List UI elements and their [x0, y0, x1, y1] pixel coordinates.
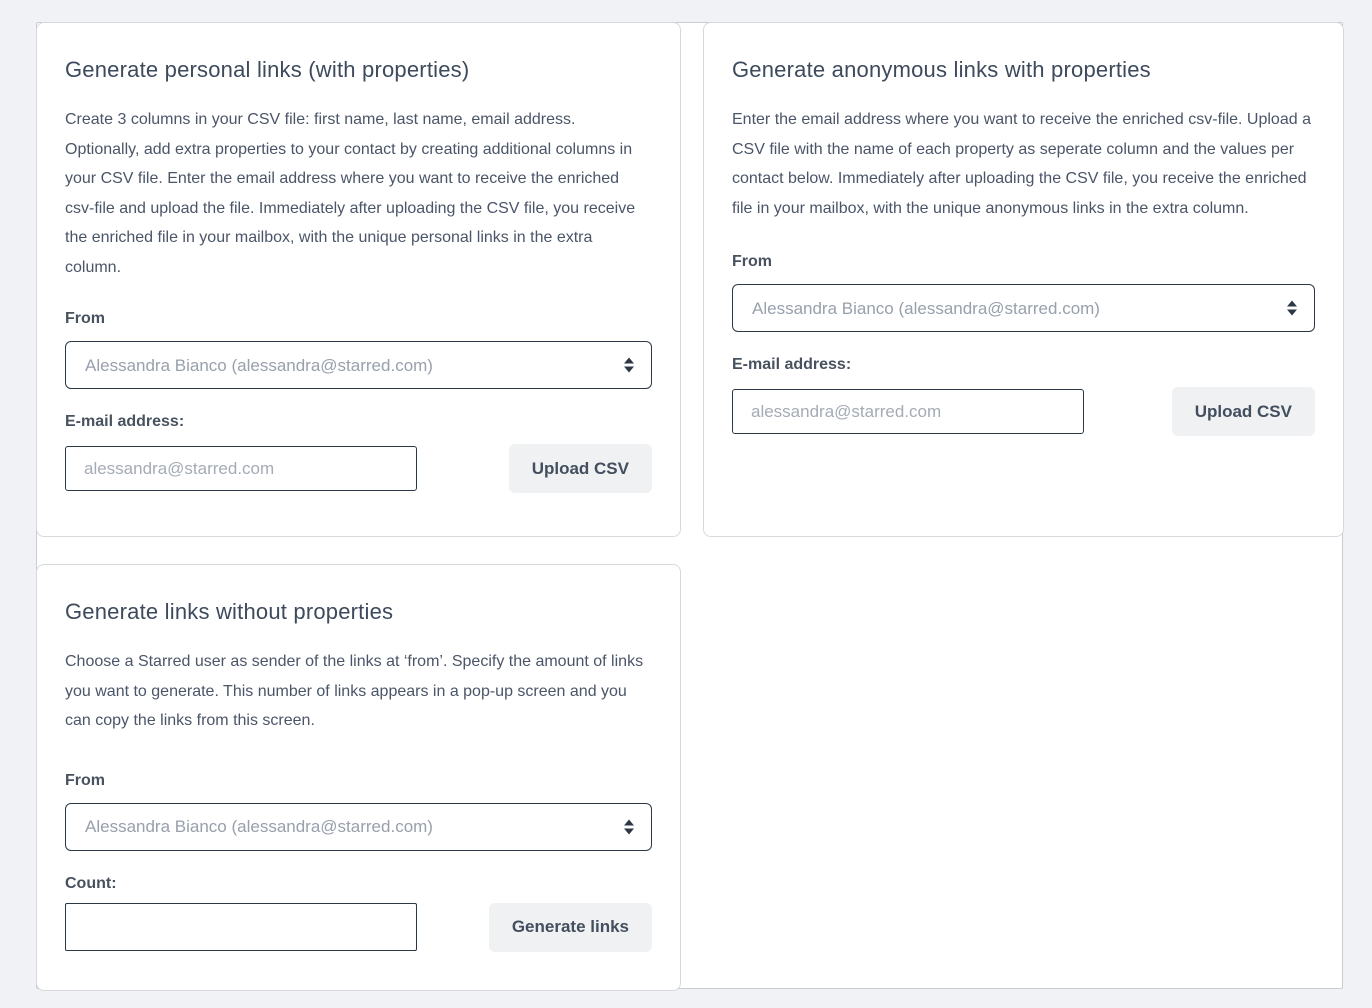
card-generate-anonymous-links — [703, 22, 1344, 537]
email-label: E-mail address: — [65, 413, 185, 430]
upload-csv-button[interactable]: Upload CSV — [1172, 387, 1315, 436]
card-generate-personal-links — [36, 22, 681, 537]
card-title: Generate anonymous links with properties — [732, 57, 1151, 82]
from-label: From — [732, 253, 772, 270]
from-select-wrap — [732, 284, 1315, 332]
email-label: E-mail address: — [732, 356, 852, 373]
card-title: Generate links without properties — [65, 599, 394, 624]
from-label: From — [65, 310, 105, 327]
card-description: Create 3 columns in your CSV file: first name, last name, email address. Optionally, add extra properties to your contact by creating additional columns in your CSV file. Enter the email address where you want to receive the enriched csv-file and upload the file. Immediately after uploading the CSV file, you receive the enriched file in your mailbox, with the unique personal links in the extra column. — [65, 111, 636, 276]
card-description: Choose a Starred user as sender of the links at ‘from’. Specify the amount of links you want to generate. This number of links appears in a pop-up screen and you can copy the links from this screen. — [65, 653, 644, 729]
upload-csv-button[interactable]: Upload CSV — [509, 444, 652, 493]
count-label: Count: — [65, 874, 117, 892]
email-input[interactable] — [732, 389, 1084, 434]
from-select-wrap — [65, 803, 652, 851]
from-select-wrap — [65, 341, 652, 389]
email-row — [732, 387, 1315, 436]
from-select[interactable] — [732, 284, 1315, 332]
from-select[interactable] — [65, 341, 652, 389]
email-input[interactable] — [65, 446, 417, 491]
card-title: Generate personal links (with properties) — [65, 57, 470, 82]
email-row — [65, 444, 652, 493]
count-row — [65, 903, 652, 952]
count-input[interactable] — [65, 903, 417, 951]
generate-links-button[interactable]: Generate links — [489, 903, 652, 952]
card-generate-links-without-properties — [36, 564, 681, 991]
from-label: From — [65, 771, 105, 789]
from-select[interactable] — [65, 803, 652, 851]
card-description: Enter the email address where you want to receive the enriched csv-file. Upload a CSV file with the name of each property as seperate column and the values per contact below. Immediately after uploading the CSV file, you receive the enriched file in your mailbox, with the unique anonymous links in the extra column. — [732, 111, 1311, 217]
